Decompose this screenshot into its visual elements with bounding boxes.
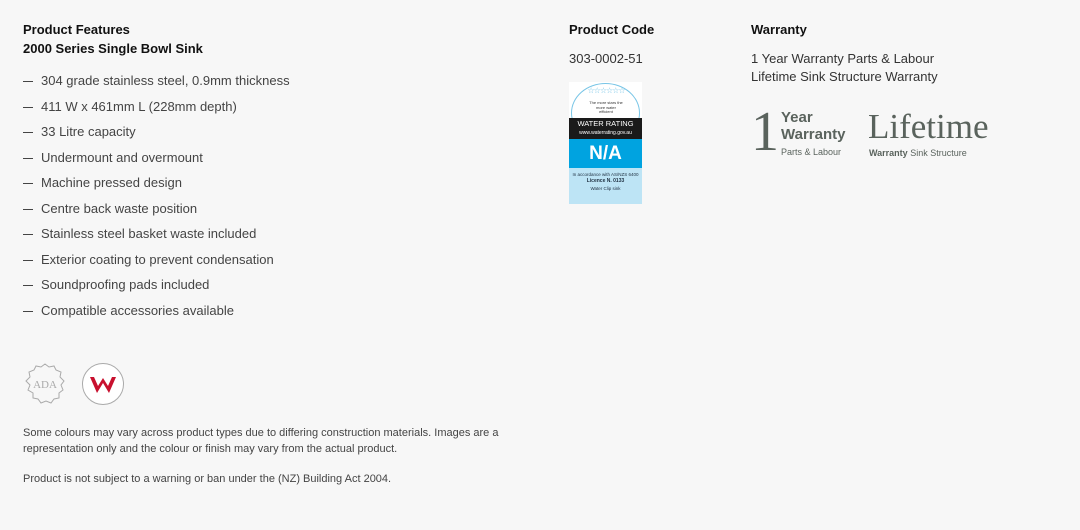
list-item: Soundproofing pads included [23,276,543,302]
disclaimer [23,425,543,501]
one-year-warranty-logo: 1 Year Warranty Parts & Labour [751,101,846,163]
dash-icon [23,285,33,286]
list-item: 304 grade stainless steel, 0.9mm thickness [23,72,543,98]
water-rating-url: www.waterrating.gov.au [579,130,632,136]
warranty-section [751,20,1051,86]
licence-number: Licence N. 0133 [586,178,625,184]
star-icon: ☆☆☆☆☆☆ [587,86,625,95]
features-list [23,72,543,327]
dash-icon [23,234,33,235]
list-item: Undermount and overmount [23,149,543,175]
product-features-section [23,20,543,327]
water-rating-band [569,118,642,139]
dash-icon [23,81,33,82]
dash-icon [23,107,33,108]
lifetime-warranty-logo: Lifetime Warranty Sink Structure [868,107,989,158]
certification-badges [23,362,125,406]
product-features-heading: Product Features [23,22,130,37]
product-code-value: 303-0002-51 [569,51,643,66]
list-item: Exterior coating to prevent condensation [23,251,543,277]
warranty-line-parts: 1 Year Warranty Parts & Labour [751,51,935,66]
list-item: Compatible accessories available [23,302,543,328]
product-code-heading: Product Code [569,22,655,37]
svg-text:ADA: ADA [33,379,57,391]
ada-badge-icon [23,362,67,406]
list-item: Centre back waste position [23,200,543,226]
dash-icon [23,158,33,159]
disclaimer-building-act: Product is not subject to a warning or ban under the (NZ) Building Act 2004. [23,473,392,485]
dash-icon [23,209,33,210]
watermark-badge-icon [81,362,125,406]
water-rating-value: N/A [569,139,642,168]
list-item: 411 W x 461mm L (228mm depth) [23,98,543,124]
disclaimer-colour-note: Some colours may vary across product types due to differing construction materials. Images are a representation only and the colour or finish may vary from the actual product. [23,427,499,455]
list-item: Machine pressed design [23,174,543,200]
product-series-title: 2000 Series Single Bowl Sink [23,41,203,56]
water-rating-note: The more stars the more water efficient [589,100,623,114]
warranty-line-structure: Lifetime Sink Structure Warranty [751,69,938,84]
list-item: 33 Litre capacity [23,123,543,149]
warranty-heading: Warranty [751,22,807,37]
product-code-section [569,20,729,68]
logo-number: 1 [751,101,779,163]
dash-icon [23,183,33,184]
list-item: Stainless steel basket waste included [23,225,543,251]
dash-icon [23,132,33,133]
water-rating-footer: In accordance with AS/NZS 6400 Licence N. 0133 Water Clip sink [569,168,642,204]
dash-icon [23,260,33,261]
dash-icon [23,311,33,312]
water-rating-label [569,82,642,204]
water-rating-title: WATER RATING [577,119,634,128]
